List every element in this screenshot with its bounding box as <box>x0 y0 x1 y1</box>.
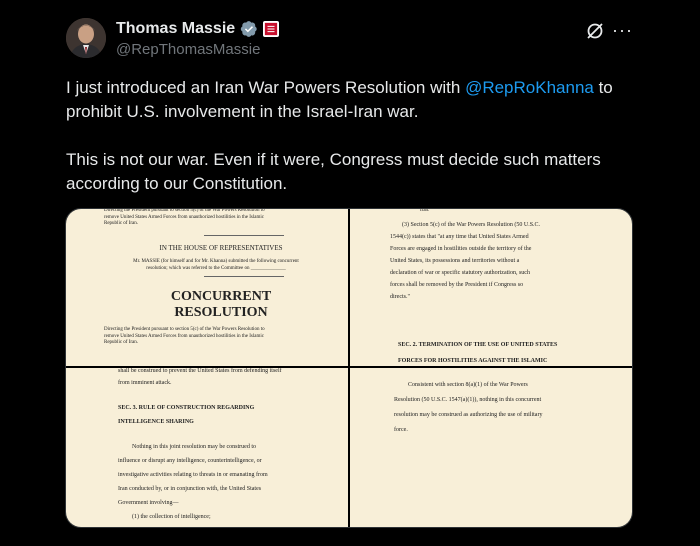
affiliation-badge-icon[interactable] <box>263 21 279 37</box>
house-heading: IN THE HOUSE OF REPRESENTATIVES <box>159 244 283 252</box>
tweet-paragraph-2: This is not our war. Even if it were, Congress must decide such matters according to our Constitution. <box>66 150 601 193</box>
avatar[interactable] <box>66 18 106 58</box>
tweet-paragraph-1 <box>66 76 636 124</box>
text-line: influence or disrupt any intelligence, counterintelligence, or <box>118 458 262 464</box>
text-line: (3) Section 5(c) of the War Powers Resolution (50 U.S.C. <box>402 222 541 228</box>
text-line: Nothing in this joint resolution may be construed to <box>132 444 256 450</box>
divider <box>204 276 284 277</box>
text-line: forces shall be removed by the President if Congress so <box>390 282 524 288</box>
divider <box>204 235 284 236</box>
text-line: SEC. 3. RULE OF CONSTRUCTION REGARDING <box>118 405 255 411</box>
author-handle[interactable]: @RepThomasMassie <box>116 41 261 58</box>
text-line: directs." <box>390 294 410 300</box>
text-line: force. <box>394 427 408 433</box>
directing-text <box>104 327 339 347</box>
section-5c-text <box>390 219 605 303</box>
grok-icon[interactable] <box>585 21 605 41</box>
text-line: Directing the President pursuant to section 5(c) of the War Powers Resolution to <box>104 209 265 213</box>
title-line: CONCURRENT <box>170 289 272 304</box>
text-line: Government involving— <box>118 500 179 506</box>
document-page-3[interactable] <box>66 368 348 527</box>
text-line: shall be construed to prevent the United States from defending itself <box>118 368 282 374</box>
title-line: RESOLUTION <box>174 305 268 320</box>
text-line: resolution; which was referred to the Committee on ______________ <box>146 265 286 271</box>
page3-top-text <box>118 368 343 389</box>
section-3-heading <box>118 401 338 429</box>
page1-top-text <box>104 209 334 228</box>
more-options-icon[interactable]: ··· <box>612 20 633 40</box>
text-line: INTELLIGENCE SHARING <box>118 419 194 425</box>
mention-link[interactable]: @RepRoKhanna <box>465 78 594 97</box>
text-line: Republic of Iran. <box>104 221 139 226</box>
text-line: Resolution (50 U.S.C. 1547(a)(1)), nothing in this concurrent <box>394 397 542 403</box>
text-line: (1) the collection of intelligence; <box>132 514 211 520</box>
document-page-2[interactable] <box>350 209 632 366</box>
author-name-row <box>116 20 279 38</box>
author-display-name[interactable]: Thomas Massie <box>116 20 236 37</box>
text-line: Directing the President pursuant to section 5(c) of the War Powers Resolution to <box>104 327 265 332</box>
text-line: resolution may be construed as authorizing the use of military <box>394 412 543 418</box>
resolution-title <box>106 289 336 321</box>
text-line: remove United States Armed Forces from unauthorized hostilities in the Islamic <box>104 333 264 339</box>
submitted-text <box>96 259 336 272</box>
text-line: SEC. 2. TERMINATION OF THE USE OF UNITED STATES <box>398 342 558 348</box>
text-line: investigative activities relating to threats in or emanating from <box>118 472 268 478</box>
document-page-1[interactable] <box>66 209 348 366</box>
tweet-text <box>66 76 636 196</box>
text-line: United States, its possessions and territories without a <box>390 258 520 264</box>
verified-badge-icon[interactable] <box>240 20 258 38</box>
section-2-heading <box>398 337 618 366</box>
text-line: declaration of war or specific statutory authorization, such <box>390 270 530 276</box>
text-line: Republic of Iran. <box>104 340 139 345</box>
media-grid[interactable] <box>65 208 633 528</box>
section-3-body <box>118 440 338 524</box>
tweet-text-span: I just introduced an Iran War Powers Resolution with <box>66 78 466 97</box>
text-line: from imminent attack. <box>118 380 172 386</box>
text-line: Iran. <box>420 209 430 213</box>
text-line: Mr. MASSIE (for himself and for Mr. Khanna) submitted the following concurrent <box>133 259 299 264</box>
document-page-4[interactable] <box>350 368 632 527</box>
text-line: 1544(c)) states that "at any time that United States Armed <box>390 234 529 240</box>
text-line: remove United States Armed Forces from unauthorized hostilities in the Islamic <box>104 214 264 220</box>
profile-photo-icon <box>66 18 106 58</box>
text-line: FORCES FOR HOSTILITIES AGAINST THE ISLAMIC <box>398 358 548 364</box>
text-line: Consistent with section 8(a)(1) of the War Powers <box>408 382 528 388</box>
page4-text <box>394 378 614 438</box>
tweet-text-span: to prohibit U.S. involvement in the Israel-Iran war. <box>66 78 613 121</box>
text-line: Forces are engaged in hostilities outside the territory of the <box>390 246 532 252</box>
text-line: Iran conducted by, or in conjunction with, the United States <box>118 486 262 492</box>
